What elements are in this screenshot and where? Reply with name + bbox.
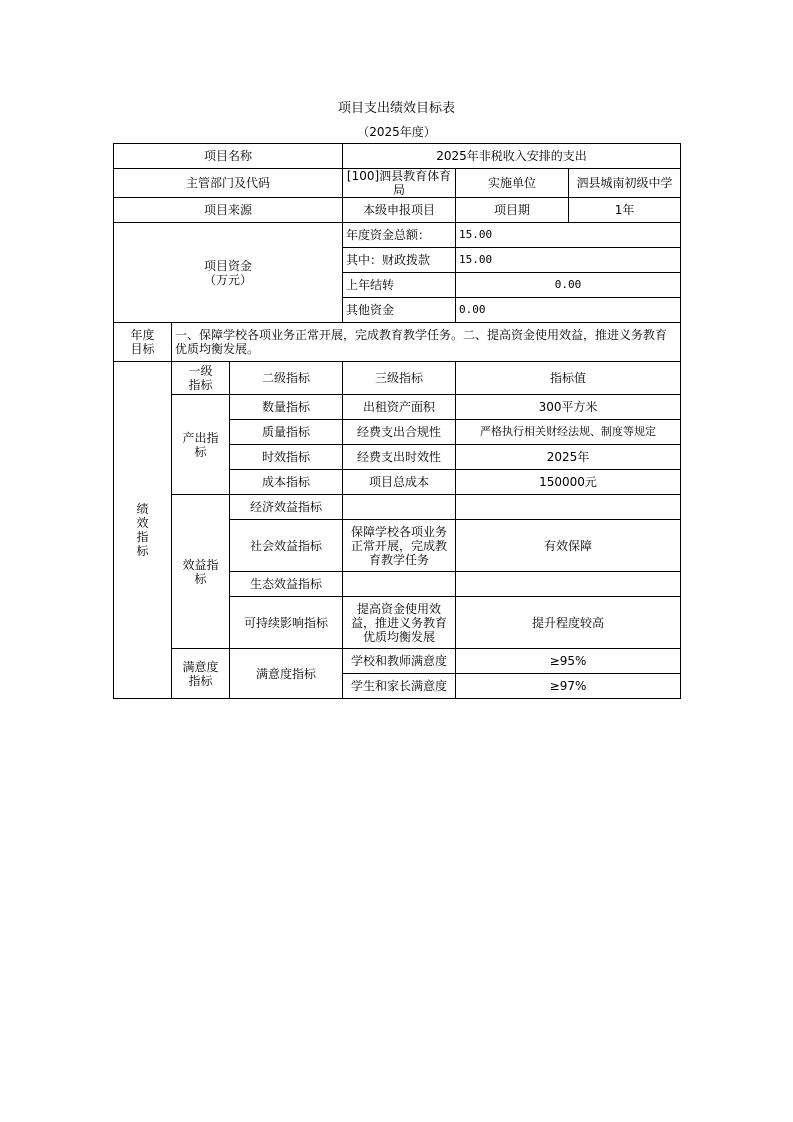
level2-cell: 经济效益指标	[230, 495, 343, 520]
annual-goal-text: 一、保障学校各项业务正常开展，完成教育教学任务。二、提高资金使用效益，推进义务教育优质均衡发展。	[172, 323, 681, 362]
funds-carryover-label: 上年结转	[343, 273, 456, 298]
funds-label	[114, 223, 343, 323]
department-label: 主管部门及代码	[114, 169, 343, 198]
level3-cell: 学校和教师满意度	[343, 649, 456, 674]
implementing-unit-value: 泗县城南初级中学	[569, 169, 681, 198]
level3-cell: 学生和家长满意度	[343, 674, 456, 699]
satisfaction-indicator-label	[172, 649, 230, 699]
funds-fiscal-label: 其中：财政拨款	[343, 248, 456, 273]
level2-cell: 满意度指标	[230, 649, 343, 699]
project-source-value: 本级申报项目	[343, 198, 456, 223]
implementing-unit-label: 实施单位	[456, 169, 569, 198]
value-cell	[456, 572, 681, 597]
level3-cell: 项目总成本	[343, 470, 456, 495]
benefit-indicator-label-line2: 标	[194, 571, 207, 586]
project-name-label: 项目名称	[114, 144, 343, 169]
value-cell: 有效保障	[456, 520, 681, 572]
level2-header: 二级指标	[230, 362, 343, 395]
funds-total-label: 年度资金总额：	[343, 223, 456, 248]
project-period-value: 1年	[569, 198, 681, 223]
table-row	[114, 495, 681, 520]
document-year: （2025年度）	[357, 125, 436, 139]
level2-cell: 质量指标	[230, 420, 343, 445]
funds-fiscal-value: 15.00	[456, 248, 681, 273]
funds-label-line1: 项目资金	[204, 258, 253, 273]
indicators-section-label	[114, 362, 172, 699]
annual-goal-label	[114, 323, 172, 362]
level2-cell: 生态效益指标	[230, 572, 343, 597]
section-char: 标	[136, 544, 149, 558]
annual-goal-label-line2: 目标	[130, 342, 155, 356]
satisfaction-indicator-label-line2: 指标	[188, 673, 213, 688]
level3-cell: 经费支出时效性	[343, 445, 456, 470]
table-row	[114, 649, 681, 674]
value-cell: 2025年	[456, 445, 681, 470]
annual-goal-row	[114, 323, 681, 362]
level3-cell	[343, 495, 456, 520]
level2-cell: 数量指标	[230, 395, 343, 420]
indicator-header-row	[114, 362, 681, 395]
benefit-indicator-label-line1: 效益指	[182, 557, 219, 572]
value-header: 指标值	[456, 362, 681, 395]
project-period-label: 项目期	[456, 198, 569, 223]
funds-label-line2: （万元）	[204, 272, 253, 287]
department-row	[114, 169, 681, 198]
funds-row	[114, 223, 681, 248]
funds-carryover-value: 0.00	[456, 273, 681, 298]
value-cell: 300平方米	[456, 395, 681, 420]
project-name-row	[114, 144, 681, 169]
level2-cell: 社会效益指标	[230, 520, 343, 572]
section-char: 效	[136, 516, 149, 530]
project-name-value: 2025年非税收入安排的支出	[343, 144, 681, 169]
satisfaction-indicator-label-line1: 满意度	[182, 659, 219, 674]
level3-cell: 出租资产面积	[343, 395, 456, 420]
annual-goal-label-line1: 年度	[130, 328, 155, 342]
section-char: 指	[136, 530, 149, 544]
output-indicator-label-line1: 产出指	[182, 430, 219, 445]
value-cell: 150000元	[456, 470, 681, 495]
project-source-row	[114, 198, 681, 223]
output-indicator-label-line2: 标	[194, 444, 207, 459]
section-char: 绩	[136, 502, 149, 516]
benefit-indicator-label	[172, 495, 230, 649]
funds-other-value: 0.00	[456, 298, 681, 323]
value-cell: ≥95%	[456, 649, 681, 674]
table-row	[114, 395, 681, 420]
funds-total-value: 15.00	[456, 223, 681, 248]
level3-header: 三级指标	[343, 362, 456, 395]
project-source-label: 项目来源	[114, 198, 343, 223]
level2-cell: 成本指标	[230, 470, 343, 495]
level3-cell	[343, 572, 456, 597]
department-value: [100]泗县教育体育局	[343, 169, 456, 198]
level3-cell: 经费支出合规性	[343, 420, 456, 445]
level1-header-line2: 指标	[188, 378, 213, 392]
output-indicator-label	[172, 395, 230, 495]
value-cell: 提升程度较高	[456, 597, 681, 649]
performance-table	[113, 143, 681, 699]
level2-cell: 可持续影响指标	[230, 597, 343, 649]
level1-header	[172, 362, 230, 395]
funds-other-label: 其他资金	[343, 298, 456, 323]
level2-cell: 时效指标	[230, 445, 343, 470]
value-cell: ≥97%	[456, 674, 681, 699]
value-cell	[456, 495, 681, 520]
document-title: 项目支出绩效目标表	[337, 101, 455, 116]
level1-header-line1: 一级	[188, 364, 213, 378]
value-cell: 严格执行相关财经法规、制度等规定	[456, 420, 681, 445]
level3-cell: 提高资金使用效益，推进义务教育优质均衡发展	[343, 597, 456, 649]
level3-cell: 保障学校各项业务正常开展，完成教育教学任务	[343, 520, 456, 572]
